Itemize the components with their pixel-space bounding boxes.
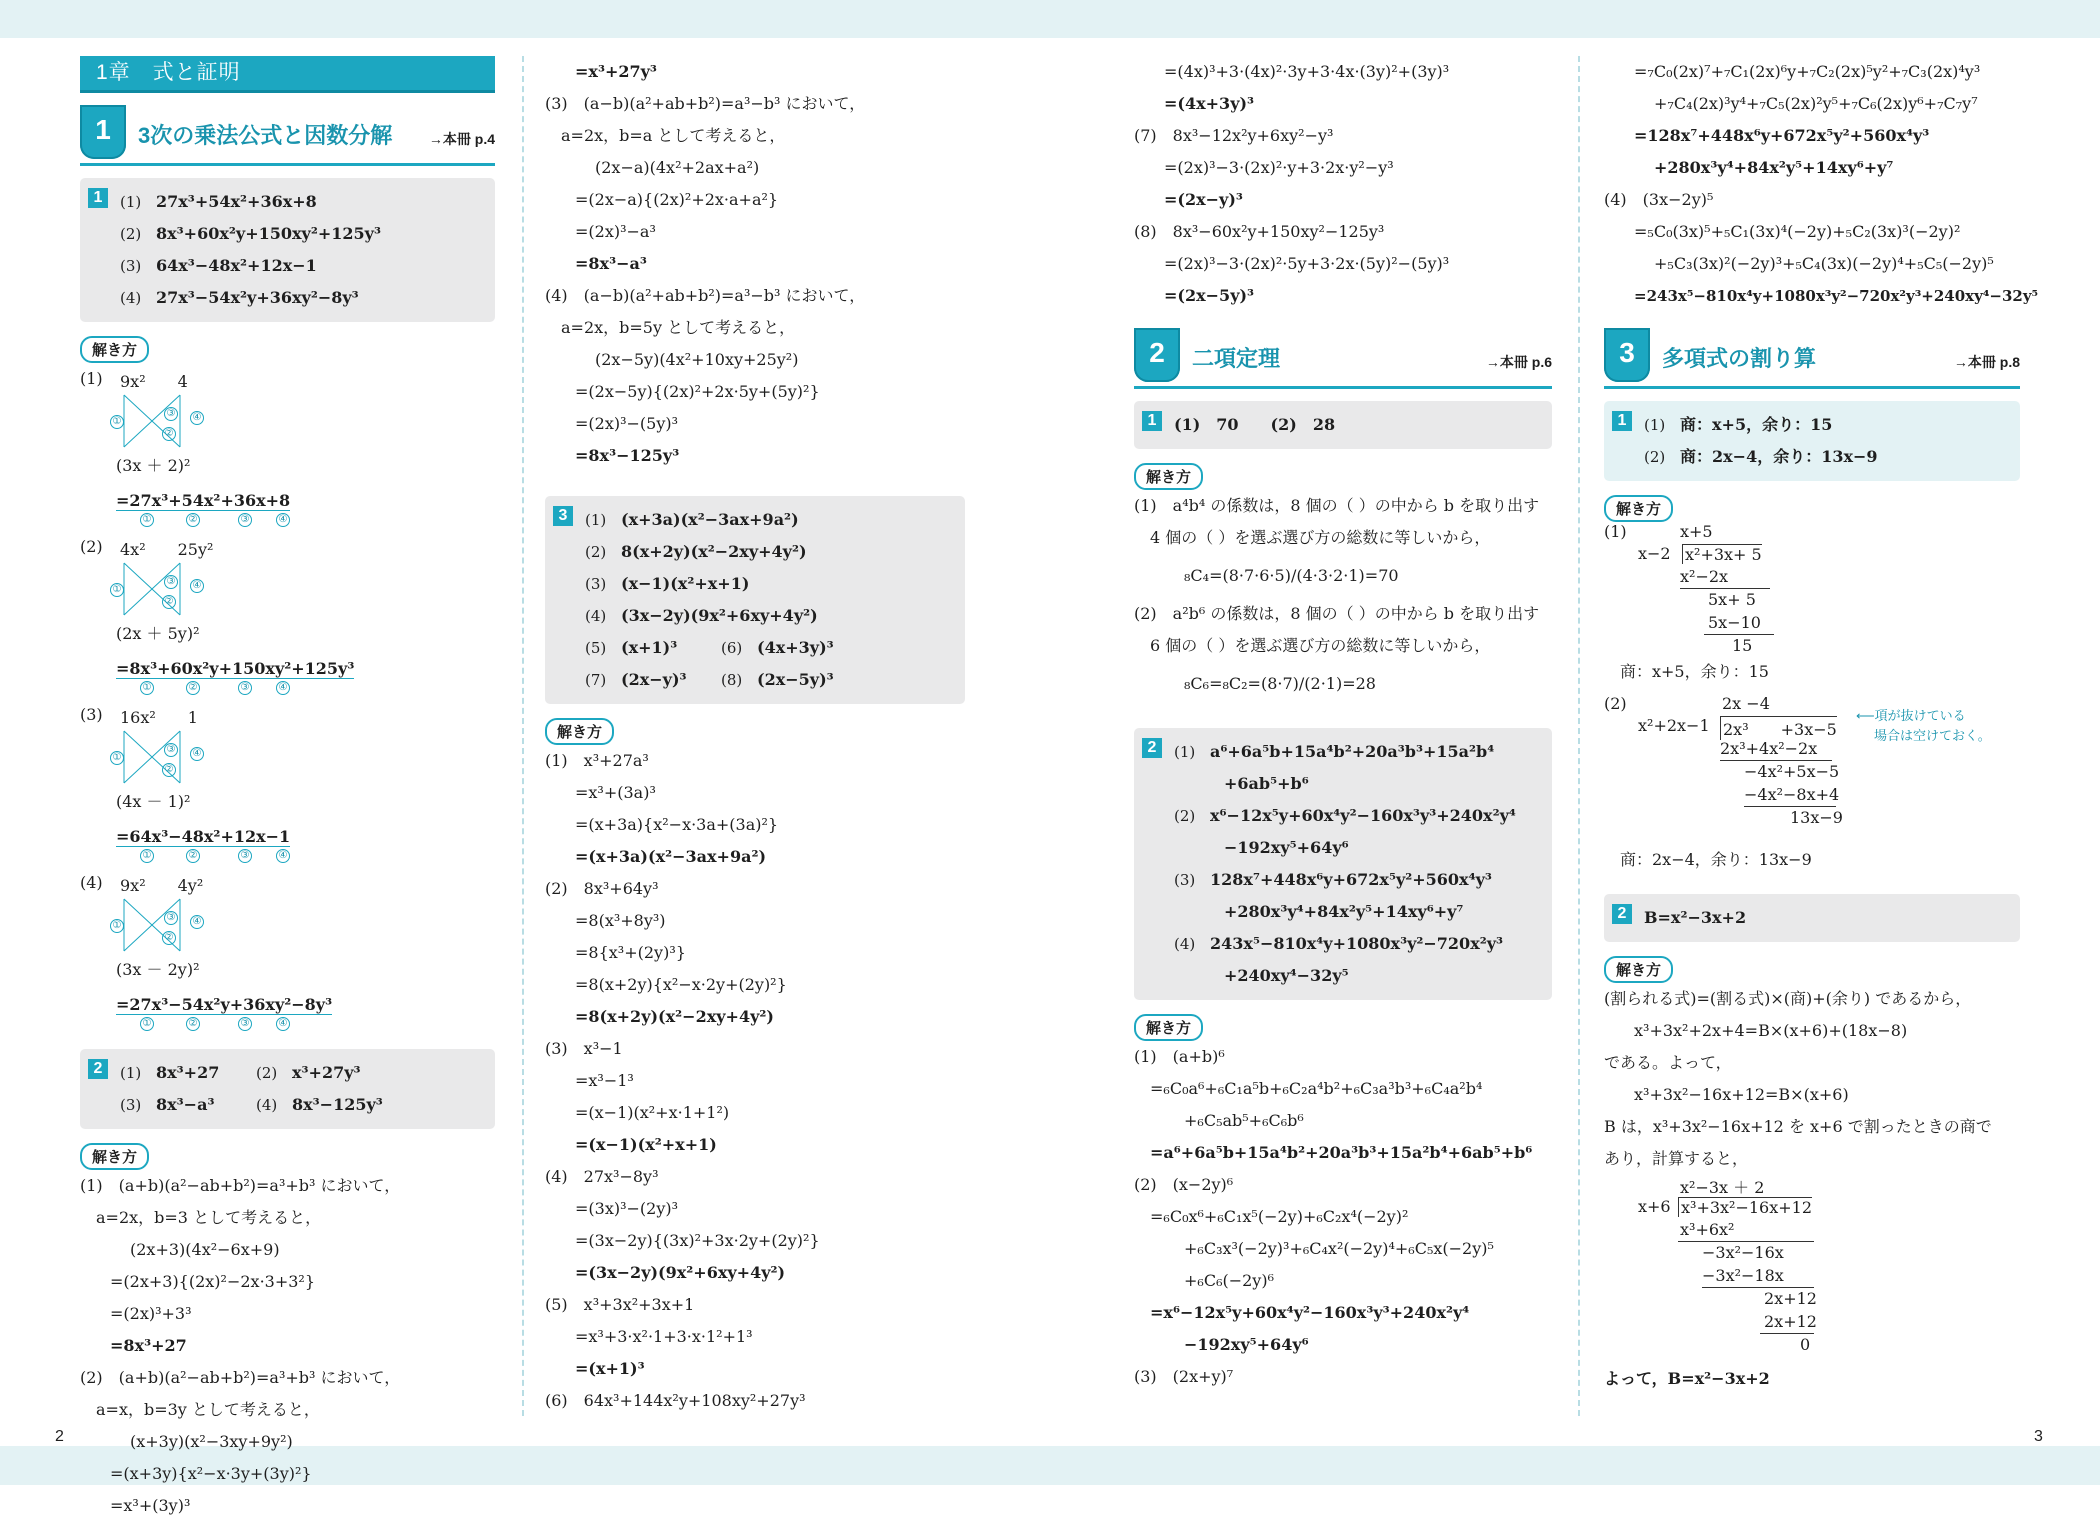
solution-line: (2) (x−2y)⁶ <box>1134 1175 1234 1194</box>
solution-line: (4) (a−b)(a²+ab+b²)=a³−b³ において， <box>545 286 866 305</box>
top-band <box>0 0 2100 38</box>
answer-row: (2) 8x³+60x²y+150xy²+125y³ <box>120 224 381 243</box>
solution-line: =128x⁷+448x⁶y+672x⁵y²+560x⁴y³ <box>1634 126 1930 145</box>
problem-number: 1 <box>1612 411 1632 431</box>
solution-line: (1) (a+b)⁶ <box>1134 1047 1225 1066</box>
long-division-2: (2) 2x −4 x²+2x−1 2x³ +3x−5 2x³+4x²−2x −4x²+5x−5 −4x²−8x+4 13x−9 ⟵項が抜けている 場合は空けておく。 <box>1604 694 1991 827</box>
final-answer: よって，B=x²−3x+2 <box>1604 1369 1770 1388</box>
answer-box-2 <box>1134 728 1552 1000</box>
annotation-note: ⟵項が抜けている 場合は空けておく。 <box>1856 708 1991 743</box>
solution-line: (1) x³+27a³ <box>545 751 649 770</box>
solution-line: =x³−1³ <box>575 1071 634 1090</box>
solution-line: =₆C₀x⁶+₆C₁x⁵(−2y)+₆C₂x⁴(−2y)² <box>1150 1207 1409 1226</box>
tasuki-diagrams <box>80 363 495 1035</box>
solution-line: =(2x−a){(2x)²+2x·a+a²} <box>575 190 779 209</box>
tasuki-result: =8x³+60x²y+150xy²+125y³ ① ② ③ ④ <box>116 659 355 693</box>
column-2 <box>545 56 965 1417</box>
solution-line: x³+3x²−16x+12=B×(x+6) <box>1634 1085 1849 1104</box>
solution-line: −192xy⁵+64y⁶ <box>1184 1335 1309 1354</box>
section-title: 多項式の割り算 <box>1662 346 1817 371</box>
solution-line: (4) (3x−2y)⁵ <box>1604 190 1714 209</box>
solution-line: (6) 64x³+144x²y+108xy²+27y³ <box>545 1391 806 1410</box>
solution-line: ₈C₆=₈C₂=(8·7)/(2·1)=28 <box>1184 674 1376 693</box>
solution-line: =₅C₀(3x)⁵+₅C₁(3x)⁴(−2y)+₅C₂(3x)³(−2y)² <box>1634 222 1961 241</box>
answer-row: (4) 27x³−54x²y+36xy²−8y³ <box>120 288 359 307</box>
answer-row: (1) (x+3a)(x²−3ax+9a²) <box>585 510 799 529</box>
answer-row: (1) 70 (2) 28 <box>1174 415 1336 434</box>
page-reference: →本冊 p.6 <box>1485 354 1552 370</box>
solution-line: =x³+(3y)³ <box>110 1496 191 1515</box>
section-title: 3次の乗法公式と因数分解 <box>138 123 393 148</box>
answer-row: −192xy⁵+64y⁶ <box>1224 838 1349 857</box>
solution-line: =x⁶−12x⁵y+60x⁴y²−160x³y³+240x²y⁴ <box>1150 1303 1470 1322</box>
problem-number: 2 <box>88 1059 108 1079</box>
solution-line: (2x−5y)(4x²+10xy+25y²) <box>595 350 799 369</box>
answer-box-1 <box>1604 401 2020 481</box>
solution-line: =x³+(3a)³ <box>575 783 656 802</box>
solution-line: (3) x³−1 <box>545 1039 623 1058</box>
solution-line: +₆C₅ab⁵+₆C₆b⁶ <box>1184 1111 1304 1130</box>
solution-line: =(3x−2y)(9x²+6xy+4y²) <box>575 1263 786 1282</box>
problem-number: 2 <box>1612 904 1632 924</box>
solution-line: =243x⁵−810x⁴y+1080x³y²−720x²y³+240xy⁴−32y⁵ <box>1634 287 2039 305</box>
solution-line: (4) 27x³−8y³ <box>545 1167 659 1186</box>
solution-label: 解き方 <box>545 718 614 745</box>
chapter-heading: 1章 式と証明 <box>80 56 495 93</box>
solution-line: =8x³+27 <box>110 1336 187 1355</box>
answer-row: B=x²−3x+2 <box>1644 908 1747 927</box>
answer-row: (3) 128x⁷+448x⁶y+672x⁵y²+560x⁴y³ <box>1174 870 1492 889</box>
solution-line: =₆C₀a⁶+₆C₁a⁵b+₆C₂a⁴b²+₆C₃a³b³+₆C₄a²b⁴ <box>1150 1079 1483 1098</box>
solution-line: =(2x)³+3³ <box>110 1304 192 1323</box>
solution-line: =x³+3·x²·1+3·x·1²+1³ <box>575 1327 753 1346</box>
solution-line: =(2x)³−a³ <box>575 222 656 241</box>
solution-line: a=2x，b=a として考えると， <box>561 126 786 145</box>
solution-line: 6 個の（ ）を選ぶ選び方の総数に等しいから， <box>1150 636 1491 655</box>
column-3 <box>1134 56 1552 1393</box>
answer-row: (1) a⁶+6a⁵b+15a⁴b²+20a³b³+15a²b⁴ <box>1174 742 1495 761</box>
answer-row: (4) (3x−2y)(9x²+6xy+4y²) <box>585 606 818 625</box>
solution-label: 解き方 <box>1134 463 1203 490</box>
answer-row: (7) (2x−y)³ (8) (2x−5y)³ <box>585 670 834 689</box>
solution-line: =(x+1)³ <box>575 1359 645 1378</box>
solution-line: =(4x)³+3·(4x)²·3y+3·4x·(3y)²+(3y)³ <box>1164 62 1450 81</box>
solution-line: =(2x)³−3·(2x)²·y+3·2x·y²−y³ <box>1164 158 1394 177</box>
solution-line: +280x³y⁴+84x²y⁵+14xy⁶+y⁷ <box>1654 158 1894 177</box>
solution-label: 解き方 <box>80 336 149 363</box>
solution-line: ₈C₄=(8·7·6·5)/(4·3·2·1)=70 <box>1184 566 1399 585</box>
solution-line: =(x+3a){x²−x·3a+(3a)²} <box>575 815 779 834</box>
solution-line: =(3x)³−(2y)³ <box>575 1199 679 1218</box>
solution-line: a=2x，b=3 として考えると， <box>96 1208 322 1227</box>
answer-box-2 <box>1604 894 2020 942</box>
solution-line: =(4x+3y)³ <box>1164 94 1255 113</box>
solution-line: (割られる式)=(割る式)×(商)+(余り) であるから， <box>1604 989 1972 1008</box>
page-number-left: 2 <box>55 1428 64 1445</box>
solution-line: 4 個の（ ）を選ぶ選び方の総数に等しいから， <box>1150 528 1491 547</box>
answer-row: +280x³y⁴+84x²y⁵+14xy⁶+y⁷ <box>1224 902 1464 921</box>
solution-line: =8(x+2y){x²−x·2y+(2y)²} <box>575 975 787 994</box>
solution-line: B は，x³+3x²−16x+12 を x+6 で割ったときの商で <box>1604 1117 1992 1136</box>
solution-line: あり，計算すると， <box>1604 1149 1749 1168</box>
solution-line: (1) (a+b)(a²−ab+b²)=a³+b³ において， <box>80 1176 401 1195</box>
solution-line: (2) 8x³+64y³ <box>545 879 659 898</box>
solution-line: =8x³−a³ <box>575 254 647 273</box>
solution-label: 解き方 <box>1134 1014 1203 1041</box>
solution-line: (1) a⁴b⁴ の係数は，8 個の（ ）の中から b を取り出す <box>1134 496 1540 515</box>
answer-row: (2) 商：2x−4，余り：13x−9 <box>1644 447 1878 466</box>
solution-line: (2x−a)(4x²+2ax+a²) <box>595 158 760 177</box>
page-reference: →本冊 p.4 <box>428 131 495 147</box>
solution-line: 商：x+5，余り：15 <box>1620 662 1769 681</box>
page-number-right: 3 <box>2034 1428 2043 1445</box>
solution-line: (2) a²b⁶ の係数は，8 個の（ ）の中から b を取り出す <box>1134 604 1540 623</box>
solution-line: a=2x，b=5y として考えると， <box>561 318 796 337</box>
page-reference: →本冊 p.8 <box>1953 354 2020 370</box>
solution-line: (x+3y)(x²−3xy+9y²) <box>130 1432 293 1451</box>
section-title: 二項定理 <box>1192 346 1281 371</box>
answer-row: (3) 8x³−a³ (4) 8x³−125y³ <box>120 1095 383 1114</box>
answer-box-1 <box>80 178 495 322</box>
solution-line: である。よって， <box>1604 1053 1732 1072</box>
answer-box-3 <box>545 496 965 704</box>
answer-row: (3) (x−1)(x²+x+1) <box>585 574 750 593</box>
solution-line: =(2x−5y){(2x)²+2x·5y+(5y)²} <box>575 382 820 401</box>
section-number: 2 <box>1134 328 1180 382</box>
answer-box-2 <box>80 1049 495 1129</box>
solution-label: 解き方 <box>80 1143 149 1170</box>
answer-box-1 <box>1134 401 1552 449</box>
solution-line: =(x+3a)(x²−3ax+9a²) <box>575 847 767 866</box>
solution-line: (3) (a−b)(a²+ab+b²)=a³−b³ において， <box>545 94 866 113</box>
answer-row: (1) 商：x+5，余り：15 <box>1644 415 1833 434</box>
solution-line: 商：2x−4，余り：13x−9 <box>1620 850 1812 869</box>
tasuki-result: =27x³−54x²y+36xy²−8y³ ① ② ③ ④ <box>116 995 333 1029</box>
solution-line: (5) x³+3x²+3x+1 <box>545 1295 695 1314</box>
solution-line: (2) (a+b)(a²−ab+b²)=a³+b³ において， <box>80 1368 401 1387</box>
solution-line: =x³+27y³ <box>575 62 657 81</box>
solution-line: +₅C₃(3x)²(−2y)³+₅C₄(3x)(−2y)⁴+₅C₅(−2y)⁵ <box>1654 254 1994 273</box>
solution-line: +₆C₃x³(−2y)³+₆C₄x²(−2y)⁴+₆C₅x(−2y)⁵ <box>1184 1239 1494 1258</box>
solution-line: =(2x−5y)³ <box>1164 286 1255 305</box>
section-heading-2 <box>1134 330 1552 389</box>
solution-line: =(2x)³−3·(2x)²·5y+3·2x·(5y)²−(5y)³ <box>1164 254 1450 273</box>
column-divider <box>1578 56 1580 1416</box>
answer-row: +6ab⁵+b⁶ <box>1224 774 1309 793</box>
section-number: 3 <box>1604 328 1650 382</box>
solution-line: =(x+3y){x²−x·3y+(3y)²} <box>110 1464 312 1483</box>
solution-line: =(x−1)(x²+x+1) <box>575 1135 717 1154</box>
solution-line: =(2x−y)³ <box>1164 190 1243 209</box>
solution-line: =8(x³+8y³) <box>575 911 666 930</box>
tasuki-diagram: (3) 16x² 1 ① ② ③ ④ (4x － 1)² <box>80 699 495 827</box>
problem-number: 3 <box>553 506 573 526</box>
section-heading-1 <box>80 107 495 166</box>
tasuki-diagram: (2) 4x² 25y² ① ② ③ ④ (2x ＋ 5y)² <box>80 537 214 643</box>
column-1 <box>80 56 495 1522</box>
solution-lines <box>80 1170 495 1522</box>
tasuki-result: =64x³−48x²+12x−1 ① ② ③ ④ <box>116 827 291 861</box>
long-division-3: x²−3x ＋ 2 x+6 x³+3x²−16x+12 x³+6x² −3x²−16x −3x²−18x 2x+12 2x+12 0 <box>1638 1178 1817 1354</box>
section-number: 1 <box>80 105 126 159</box>
answer-row: (2) 8(x+2y)(x²−2xy+4y²) <box>585 542 807 561</box>
solution-line: (7) 8x³−12x²y+6xy²−y³ <box>1134 126 1334 145</box>
solution-line: =₇C₀(2x)⁷+₇C₁(2x)⁶y+₇C₂(2x)⁵y²+₇C₃(2x)⁴y³ <box>1634 62 1981 81</box>
solution-line: =(2x+3){(2x)²−2x·3+3²} <box>110 1272 316 1291</box>
problem-number: 1 <box>88 188 108 208</box>
answer-row: (2) x⁶−12x⁵y+60x⁴y²−160x³y³+240x²y⁴ <box>1174 806 1516 825</box>
solution-line: =8{x³+(2y)³} <box>575 943 686 962</box>
solution-label: 解き方 <box>1604 956 1673 983</box>
solution-line: (2x+3)(4x²−6x+9) <box>130 1240 280 1259</box>
answer-row: (3) 64x³−48x²+12x−1 <box>120 256 317 275</box>
solution-line: +₆C₆(−2y)⁶ <box>1184 1271 1274 1290</box>
solution-line: =8x³−125y³ <box>575 446 680 465</box>
solution-line: x³+3x²+2x+4=B×(x+6)+(18x−8) <box>1634 1021 1908 1040</box>
solution-line: (3) (2x+y)⁷ <box>1134 1367 1234 1386</box>
section-heading-3 <box>1604 330 2020 389</box>
solution-lines <box>545 745 965 1417</box>
answer-row: +240xy⁴−32y⁵ <box>1224 966 1349 985</box>
solution-line: +₇C₄(2x)³y⁴+₇C₅(2x)²y⁵+₇C₆(2x)y⁶+₇C₇y⁷ <box>1654 94 1978 113</box>
answer-row: (5) (x+1)³ (6) (4x+3y)³ <box>585 638 834 657</box>
solution-line: =(x−1)(x²+x·1+1²) <box>575 1103 730 1122</box>
solution-line: (8) 8x³−60x²y+150xy²−125y³ <box>1134 222 1385 241</box>
solution-label: 解き方 <box>1604 495 1673 522</box>
solution-line: =a⁶+6a⁵b+15a⁴b²+20a³b³+15a²b⁴+6ab⁵+b⁶ <box>1150 1143 1533 1162</box>
answer-row: (1) 8x³+27 (2) x³+27y³ <box>120 1063 361 1082</box>
answer-row: (4) 243x⁵−810x⁴y+1080x³y²−720x²y³ <box>1174 934 1504 953</box>
solution-line: =(3x−2y){(3x)²+3x·2y+(2y)²} <box>575 1231 820 1250</box>
solution-line: =8(x+2y)(x²−2xy+4y²) <box>575 1007 774 1026</box>
solution-line: a=x，b=3y として考えると， <box>96 1400 320 1419</box>
solution-line: =(2x)³−(5y)³ <box>575 414 679 433</box>
tasuki-diagram: (1) 9x² 4 ① ② ③ ④ (3x ＋ 2)² <box>80 363 495 491</box>
tasuki-diagram: (4) 9x² 4y² ① ② ③ ④ (3x － 2y)² <box>80 867 495 995</box>
tasuki-result: =27x³+54x²+36x+8 ① ② ③ ④ <box>116 491 291 525</box>
long-division-1: (1) x+5 x−2 x²+3x+ 5 x²−2x 5x+ 5 5x−10 15 <box>1604 522 2020 650</box>
problem-number: 2 <box>1142 738 1162 758</box>
answer-row: (1) 27x³+54x²+36x+8 <box>120 192 317 211</box>
column-4 <box>1604 56 2039 1395</box>
problem-number: 1 <box>1142 411 1162 431</box>
column-divider <box>522 56 524 1416</box>
arrow-left-icon: ⟵ <box>1856 708 1875 723</box>
